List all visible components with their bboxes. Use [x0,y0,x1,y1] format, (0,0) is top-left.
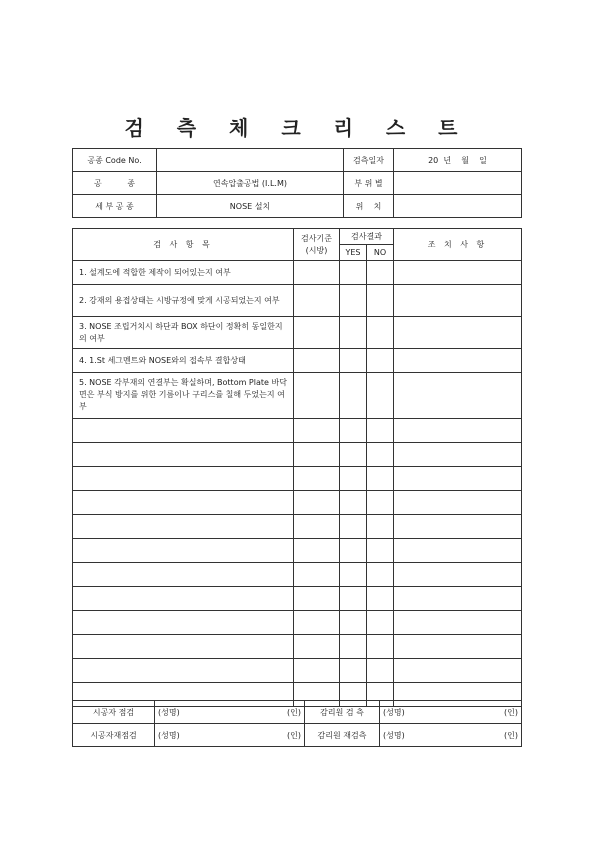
no-cell[interactable] [367,635,394,659]
action-cell[interactable] [394,491,522,515]
yes-cell[interactable] [340,261,367,285]
table-row [73,491,522,515]
standard-cell[interactable] [294,587,340,611]
item-cell[interactable] [73,587,294,611]
location-label: 위 치 [344,195,394,218]
check-item: 5. NOSE 각부재의 연결부는 확실하며, Bottom Plate 바닥면은 부식 방지를 위한 기름이나 구리스를 칠해 두었는지 여부 [73,373,294,419]
action-cell[interactable] [394,285,522,317]
no-cell[interactable] [367,491,394,515]
date-label: 검측일자 [344,149,394,172]
supervisor-check-name[interactable]: (성명) [380,701,450,724]
standard-cell[interactable] [294,635,340,659]
yes-cell[interactable] [340,419,367,443]
item-cell[interactable] [73,419,294,443]
contractor-recheck-seal[interactable]: (인) [225,724,305,747]
detail-value[interactable]: NOSE 설치 [157,195,344,218]
supervisor-recheck-name[interactable]: (성명) [380,724,450,747]
supervisor-recheck-seal[interactable]: (인) [450,724,522,747]
no-cell[interactable] [367,515,394,539]
yes-cell[interactable] [340,635,367,659]
contractor-check-label: 시공자 점검 [73,701,155,724]
table-row [73,373,522,419]
contractor-recheck-name[interactable]: (성명) [155,724,225,747]
check-item: 4. 1.St 세그멘트와 NOSE와의 접속부 결합상태 [73,349,294,373]
table-row [73,285,522,317]
action-cell[interactable] [394,659,522,683]
action-cell[interactable] [394,515,522,539]
table-row [73,539,522,563]
action-cell[interactable] [394,635,522,659]
no-cell[interactable] [367,419,394,443]
action-cell[interactable] [394,587,522,611]
action-cell[interactable] [394,349,522,373]
no-cell[interactable] [367,285,394,317]
signature-table [72,700,522,747]
work-value[interactable]: 연속압출공법 (I.L.M) [157,172,344,195]
no-cell[interactable] [367,261,394,285]
work-label: 공 종 [73,172,157,195]
table-row [73,659,522,683]
action-cell[interactable] [394,539,522,563]
action-cell[interactable] [394,261,522,285]
yes-cell[interactable] [340,611,367,635]
action-cell[interactable] [394,467,522,491]
detail-label: 세 부 공 종 [73,195,157,218]
date-value[interactable]: 20 년 월 일 [394,149,522,172]
code-value[interactable] [157,149,344,172]
standard-cell[interactable] [294,563,340,587]
checklist-table [72,228,522,707]
no-cell[interactable] [367,443,394,467]
header-item: 검 사 항 목 [73,229,294,261]
table-row [73,635,522,659]
page-title: 검 측 체 크 리 스 트 [124,116,471,140]
header-standard: 검사기준 (시방) [294,229,340,261]
check-item: 2. 강재의 용접상태는 시방규정에 맞게 시공되었는지 여부 [73,285,294,317]
location-value[interactable] [394,195,522,218]
no-cell[interactable] [367,563,394,587]
yes-cell[interactable] [340,349,367,373]
no-cell[interactable] [367,587,394,611]
yes-cell[interactable] [340,587,367,611]
contractor-check-name[interactable]: (성명) [155,701,225,724]
header-no: NO [367,245,394,261]
item-cell[interactable] [73,515,294,539]
table-row [73,611,522,635]
code-label: 공종 Code No. [73,149,157,172]
header-action: 조 치 사 항 [394,229,522,261]
action-cell[interactable] [394,419,522,443]
item-cell[interactable] [73,659,294,683]
standard-cell[interactable] [294,285,340,317]
no-cell[interactable] [367,611,394,635]
supervisor-check-label: 감리원 검 측 [305,701,380,724]
table-row [73,261,522,285]
header-result: 검사결과 [340,229,394,245]
item-cell[interactable] [73,467,294,491]
no-cell[interactable] [367,467,394,491]
contractor-recheck-label: 시공자재점검 [73,724,155,747]
item-cell[interactable] [73,491,294,515]
table-row [73,467,522,491]
yes-cell[interactable] [340,443,367,467]
no-cell[interactable] [367,539,394,563]
item-cell[interactable] [73,611,294,635]
standard-cell[interactable] [294,659,340,683]
yes-cell[interactable] [340,659,367,683]
action-cell[interactable] [394,563,522,587]
part-label: 부 위 별 [344,172,394,195]
table-row [73,563,522,587]
no-cell[interactable] [367,373,394,419]
action-cell[interactable] [394,611,522,635]
standard-cell[interactable] [294,419,340,443]
action-cell[interactable] [394,443,522,467]
action-cell[interactable] [394,373,522,419]
item-cell[interactable] [73,443,294,467]
no-cell[interactable] [367,317,394,349]
yes-cell[interactable] [340,515,367,539]
check-item: 3. NOSE 조립거치시 하단과 BOX 하단이 정확히 동일한지의 여부 [73,317,294,349]
yes-cell[interactable] [340,285,367,317]
supervisor-check-seal[interactable]: (인) [450,701,522,724]
no-cell[interactable] [367,349,394,373]
yes-cell[interactable] [340,563,367,587]
info-table [72,148,522,218]
yes-cell[interactable] [340,317,367,349]
table-row [73,443,522,467]
table-row [73,317,522,349]
item-cell[interactable] [73,563,294,587]
item-cell[interactable] [73,635,294,659]
item-cell[interactable] [73,539,294,563]
table-row [73,349,522,373]
header-yes: YES [340,245,367,261]
standard-cell[interactable] [294,261,340,285]
standard-cell[interactable] [294,611,340,635]
standard-cell[interactable] [294,349,340,373]
check-item: 1. 설계도에 적합한 제작이 되어있는지 여부 [73,261,294,285]
standard-cell[interactable] [294,373,340,419]
contractor-check-seal[interactable]: (인) [225,701,305,724]
part-value[interactable] [394,172,522,195]
standard-cell[interactable] [294,515,340,539]
yes-cell[interactable] [340,491,367,515]
table-row [73,419,522,443]
table-row [73,587,522,611]
table-row [73,515,522,539]
no-cell[interactable] [367,659,394,683]
yes-cell[interactable] [340,539,367,563]
standard-cell[interactable] [294,467,340,491]
standard-cell[interactable] [294,539,340,563]
standard-cell[interactable] [294,317,340,349]
yes-cell[interactable] [340,373,367,419]
standard-cell[interactable] [294,443,340,467]
yes-cell[interactable] [340,467,367,491]
supervisor-recheck-label: 감리원 재검측 [305,724,380,747]
action-cell[interactable] [394,317,522,349]
standard-cell[interactable] [294,491,340,515]
